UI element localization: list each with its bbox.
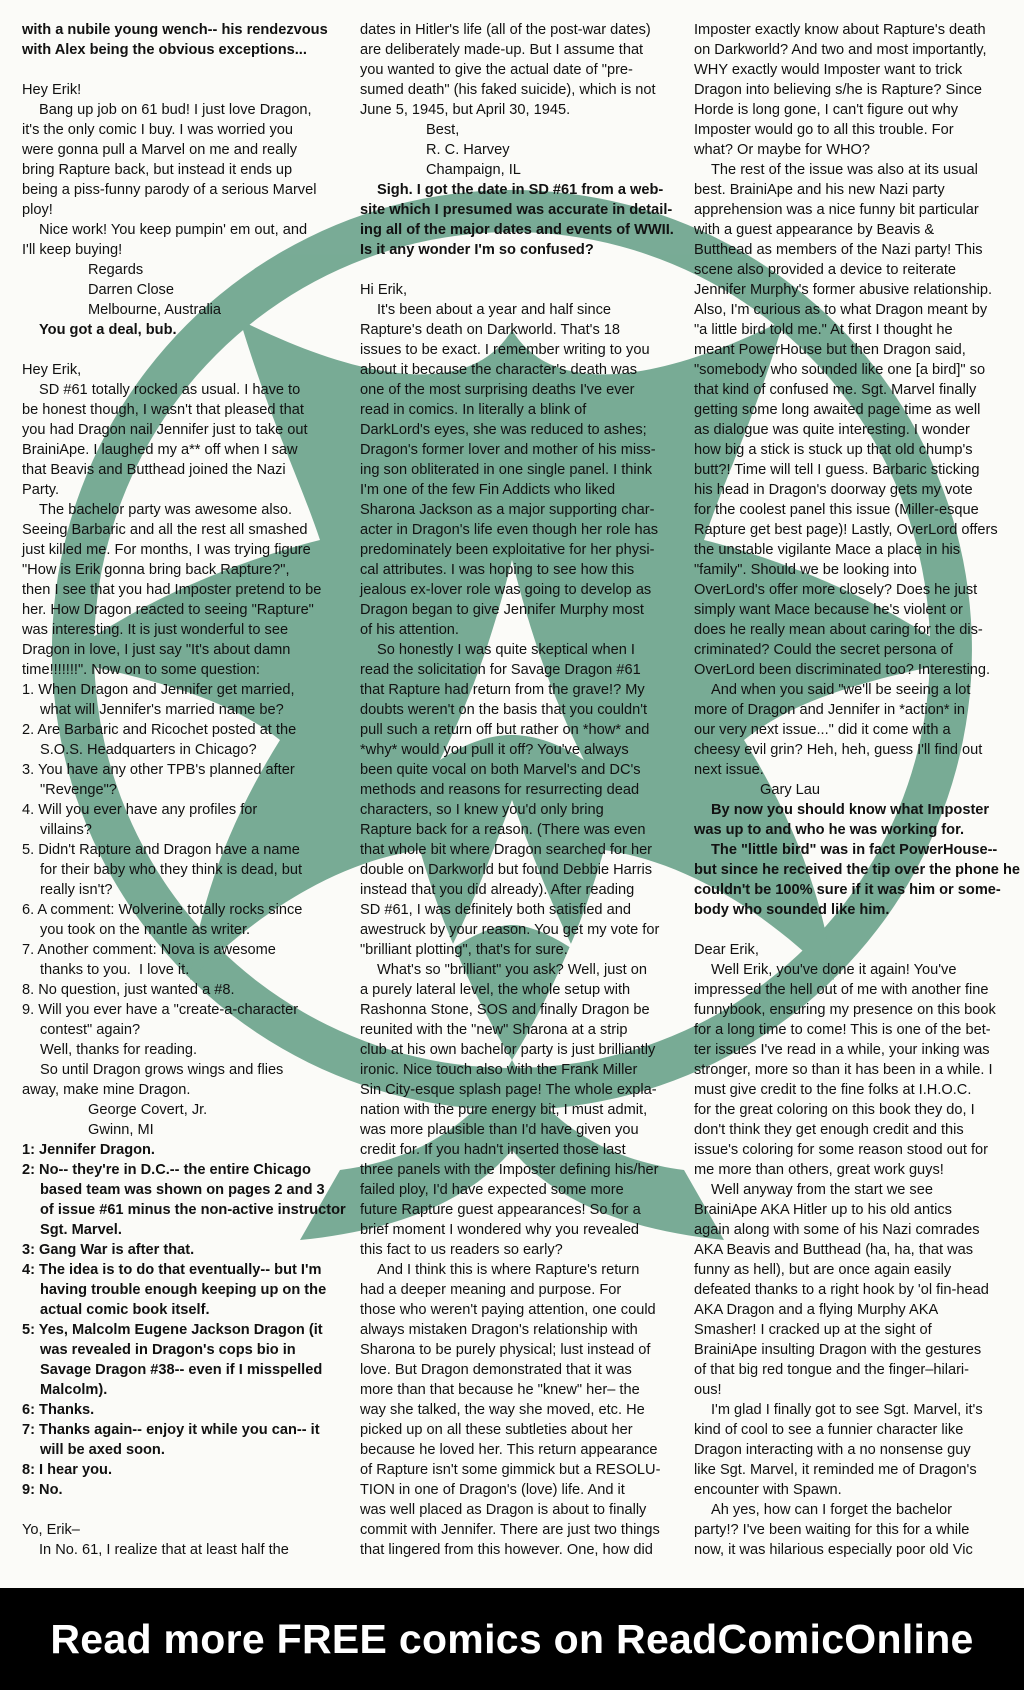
text-line: 6. A comment: Wolverine totally rocks since (22, 902, 303, 918)
text-line: So honestly I was quite skeptical when I (377, 642, 635, 658)
text-line: Dear Erik, (694, 942, 759, 958)
text-line (22, 60, 340, 80)
text-line: be honest though, I wasn't that pleased that (22, 402, 304, 418)
text-line: commit with Jennifer. There are just two things (360, 1522, 660, 1538)
text-line: You got a deal, bub. (39, 322, 177, 338)
text-line: funnybook, ensuring my presence on this book (694, 1002, 996, 1018)
text-line: being a piss-funny parody of a serious Marvel (22, 182, 317, 198)
text-line: nation with the pure energy bit, I must admit, (360, 1102, 648, 1118)
text-line: dates in Hitler's life (all of the post-war dates) (360, 22, 651, 38)
text-line: Sin City-esque splash page! The whole expla- (360, 1082, 657, 1098)
text-line: ing all of the major dates and events of WWII. (360, 222, 674, 238)
text-line: AKA Beavis and Butthead (ha, ha, that was (694, 1242, 974, 1258)
text-line: bring Rapture back, but instead it ends up (22, 162, 293, 178)
text-line: Melbourne, Australia (88, 302, 222, 318)
text-line: now, it was hilarious especially poor old Vic (694, 1542, 973, 1558)
text-line: Sharona Jackson as a major supporting char- (360, 502, 655, 518)
text-line: Smasher! I cracked up at the sight of (694, 1322, 932, 1338)
text-line: June 5, 1945, but April 30, 1945. (360, 102, 571, 118)
text-line: pull such a return off but rather on *how* and (360, 722, 650, 738)
text-line: of that big red tongue and the finger–hilari- (694, 1362, 970, 1378)
text-line: Gwinn, MI (88, 1122, 154, 1138)
text-line: this fact to us readers so early? (360, 1242, 563, 1258)
text-line: contest" again? (40, 1022, 141, 1038)
text-line: with a guest appearance by Beavis & (694, 222, 935, 238)
text-line: characters, so I knew you'd only bring (360, 802, 604, 818)
text-line: of issue #61 minus the non-active instructor (40, 1202, 346, 1218)
text-line: 7. Another comment: Nova is awesome (22, 942, 276, 958)
text-line: was well placed as Dragon is about to finally (360, 1502, 647, 1518)
text-line: was more plausible than I'd have given you (360, 1122, 639, 1138)
text-line: *why* would you pull it off? You've always (360, 742, 629, 758)
text-line: Sigh. I got the date in SD #61 from a web- (377, 182, 664, 198)
text-line: thanks to you. I love it. (40, 962, 190, 978)
text-line: like Sgt. Marvel, it reminded me of Dragon's (694, 1462, 977, 1478)
text-line: stronger, more so than it has been in a while. I (694, 1062, 993, 1078)
letters-column-1 (22, 20, 346, 1560)
text-line: Savage Dragon #38-- even if I misspelled (40, 1362, 323, 1378)
text-line: you took on the mantle as writer. (40, 922, 251, 938)
text-line: Bang up job on 61 bud! I just love Dragon, (39, 102, 312, 118)
text-line: Jennifer Murphy's former abusive relationship. (694, 282, 993, 298)
text-line: apprehension was a nice funny bit particular (694, 202, 979, 218)
text-line: Rapture get best page)! Lastly, OverLord offers (694, 522, 998, 538)
text-line: By now you should know what Imposter (711, 802, 990, 818)
text-line: what? Or maybe for WHO? (694, 142, 870, 158)
text-line: Yo, Erik– (22, 1522, 80, 1538)
text-line: villains? (40, 822, 92, 838)
text-line: failed ploy, I'd have expected some more (360, 1182, 624, 1198)
text-line: was revealed in Dragon's cops bio in (40, 1342, 296, 1358)
text-line: 5: Yes, Malcolm Eugene Jackson Dragon (it (22, 1322, 323, 1338)
text-line: Imposter exactly know about Rapture's death (694, 22, 986, 38)
text-line: couldn't be 100% sure if it was him or some- (694, 882, 1001, 898)
text-line: one of the most surprising deaths I've ever (360, 382, 635, 398)
text-line: acter in Dragon's life even though her role has (360, 522, 659, 538)
text-line: simply want Mace because he's violent or (694, 602, 963, 618)
text-line: of his attention. (360, 622, 459, 638)
text-line: 7: Thanks again-- enjoy it while you can-- it (22, 1422, 320, 1438)
text-line: impressed the hell out of me with another fine (694, 982, 989, 998)
letters-column-3 (694, 20, 1021, 1560)
text-line: "family". Should we be looking into (694, 562, 917, 578)
text-line: club at his own bachelor party is just brilliantly (360, 1042, 656, 1058)
text-line: ironic. Nice touch also with the Frank Miller (360, 1062, 638, 1078)
text-line: way she talked, the way she moved, etc. He (360, 1402, 645, 1418)
text-line: R. C. Harvey (426, 142, 510, 158)
text-line: our very next issue..." did it come with a (694, 722, 951, 738)
text-line: Dragon's former lover and mother of his miss- (360, 442, 656, 458)
text-line: party!? I've been waiting for this for a while (694, 1522, 970, 1538)
text-line: cal attributes. I was hoping to see how this (360, 562, 635, 578)
text-line: "How is Erik gonna bring back Rapture?", (22, 562, 290, 578)
text-line: In No. 61, I realize that at least half the (39, 1542, 289, 1558)
text-line: body who sounded like him. (694, 902, 890, 918)
text-line: time!!!!!!!". Now on to some question: (22, 662, 260, 678)
text-line: future Rapture guest appearances! So for a (360, 1202, 641, 1218)
text-line: for a long time to come! This is one of the bet- (694, 1022, 991, 1038)
text-line: encounter with Spawn. (694, 1482, 842, 1498)
text-line (22, 340, 340, 360)
text-line: based team was shown on pages 2 and 3 (40, 1182, 325, 1198)
text-line: are deliberately made-up. But I assume that (360, 42, 644, 58)
text-line: awestruck by your reason. You get my vote for (360, 922, 660, 938)
text-line: always mistaken Dragon's relationship with (360, 1322, 638, 1338)
text-line: 9: No. (22, 1482, 63, 1498)
text-line: Dragon into believing s/he is Rapture? Since (694, 82, 982, 98)
promo-banner-text[interactable]: Read more FREE comics on ReadComicOnline (50, 1615, 974, 1662)
text-line: defeated thanks to a right hook by 'ol fin-head (694, 1282, 989, 1298)
text-line: brief moment I wondered why you revealed (360, 1222, 640, 1238)
text-line: meant PowerHouse but then Dragon said, (694, 342, 966, 358)
text-line: And when you said "we'll be seeing a lot (711, 682, 971, 698)
text-line: OverLord's offer more closely? Does he just (694, 582, 978, 598)
text-line: Nice work! You keep pumpin' em out, and (39, 222, 308, 238)
text-line: more of Dragon and Jennifer in *action* in (694, 702, 965, 718)
text-line: BrainiApe. I laughed my a** off when I saw (22, 442, 298, 458)
text-line (694, 920, 1012, 940)
text-line: The bachelor party was awesome also. (39, 502, 293, 518)
text-line: S.O.S. Headquarters in Chicago? (40, 742, 257, 758)
text-line: criminated? Could the secret persona of (694, 642, 953, 658)
text-line: 4: The idea is to do that eventually-- but I'm (22, 1262, 322, 1278)
text-line: really isn't? (40, 882, 113, 898)
text-line: that whole bit where Dragon searched for her (360, 842, 653, 858)
text-line: was interesting. It is just wonderful to see (22, 622, 289, 638)
text-line: 5. Didn't Rapture and Dragon have a name (22, 842, 300, 858)
text-line: does he really mean about caring for the dis- (694, 622, 983, 638)
text-line: scene also provided a device to reiterate (694, 262, 957, 278)
text-line: Well, thanks for reading. (40, 1042, 198, 1058)
text-line: Malcolm). (40, 1382, 108, 1398)
text-line: Horde is long gone, I can't figure out why (694, 102, 959, 118)
letters-column-2 (360, 20, 674, 1560)
text-line: of Rapture isn't some gimmick but a RESOLU- (360, 1462, 661, 1478)
text-line: instead that you did already). After reading (360, 882, 635, 898)
text-line: best. BrainiApe and his new Nazi party (694, 182, 945, 198)
text-line: 2. Are Barbaric and Ricochet posted at the (22, 722, 297, 738)
text-line: that lingered from this however. One, how did (360, 1542, 653, 1558)
text-line: Also, I'm curious as to what Dragon meant by (694, 302, 988, 318)
text-line: 1: Jennifer Dragon. (22, 1142, 155, 1158)
text-line: that Beavis and Butthead joined the Nazi (22, 462, 286, 478)
text-line: Well anyway from the start we see (711, 1182, 933, 1198)
text-line: then I see that you had Imposter pretend to be (22, 582, 322, 598)
text-line: Ah yes, how can I forget the bachelor (711, 1502, 952, 1518)
text-line: 9. Will you ever have a "create-a-character (22, 1002, 299, 1018)
text-line: about it because the character's death was (360, 362, 637, 378)
text-line: Hi Erik, (360, 282, 408, 298)
text-line: What's so "brilliant" you ask? Well, just on (377, 962, 647, 978)
text-line: away, make mine Dragon. (22, 1082, 191, 1098)
text-line: reunited with the "new" Sharona at a strip (360, 1022, 628, 1038)
text-line: sumed death" (his faked suicide), which is not (360, 82, 656, 98)
text-line: Butthead as members of the Nazi party! This (694, 242, 983, 258)
text-line: Champaign, IL (426, 162, 521, 178)
text-line: Hey Erik, (22, 362, 82, 378)
text-line: ploy! (22, 202, 53, 218)
text-line: TION in one of Dragon's (love) life. And it (360, 1482, 625, 1498)
text-line: AKA Dragon and a flying Murphy AKA (694, 1302, 939, 1318)
text-line: just killed me. For months, I was trying figure (22, 542, 311, 558)
text-line: was up to and who he was working for. (694, 822, 965, 838)
text-line: Party. (22, 482, 60, 498)
text-line: read the solicitation for Savage Dragon #61 (360, 662, 641, 678)
text-line: her. How Dragon reacted to seeing "Rapture" (22, 602, 314, 618)
text-line: issue's coloring for some reason stood out for (694, 1142, 988, 1158)
text-line: cheesy evil grin? Heh, heh, guess I'll find out (694, 742, 983, 758)
text-line: what will Jennifer's married name be? (40, 702, 284, 718)
text-line: 1. When Dragon and Jennifer get married, (22, 682, 295, 698)
text-line: Gary Lau (760, 782, 821, 798)
text-line: you had Dragon nail Jennifer just to take out (22, 422, 308, 438)
text-line (360, 260, 670, 280)
text-line: 2: No-- they're in D.C.-- the entire Chicago (22, 1162, 311, 1178)
text-line: because he loved her. This return appearance (360, 1442, 658, 1458)
text-line: with a nubile young wench-- his rendezvous (22, 22, 328, 38)
text-line: for the coolest panel this issue (Miller-esque (694, 502, 979, 518)
text-line: ous! (694, 1382, 722, 1398)
text-line: I'm one of the few Fin Addicts who liked (360, 482, 616, 498)
text-line: methods and reasons for resurrecting dead (360, 782, 640, 798)
text-line: but since he received the tip over the phone he (694, 862, 1021, 878)
text-line: doubts weren't on the basis that you couldn't (360, 702, 648, 718)
text-line: were gonna pull a Marvel on me and really (22, 142, 298, 158)
text-line: BrainiApe insulting Dragon with the gestures (694, 1342, 982, 1358)
text-line: Best, (426, 122, 460, 138)
text-line: had a deeper meaning and purpose. For (360, 1282, 622, 1298)
text-line: ter issues I've read in a while, your inking was (694, 1042, 990, 1058)
text-line: Sgt. Marvel. (40, 1222, 122, 1238)
text-line: will be axed soon. (40, 1442, 165, 1458)
text-line: 4. Will you ever have any profiles for (22, 802, 258, 818)
text-line: must give credit to the fine folks at I.H.O.C. (694, 1082, 972, 1098)
text-line: love. But Dragon demonstrated that it was (360, 1362, 632, 1378)
text-line: SD #61, I was definitely both satisfied and (360, 902, 631, 918)
text-line: I'm glad I finally got to see Sgt. Marvel, it's (711, 1402, 983, 1418)
text-line: read in comics. In literally a blink of (360, 402, 587, 418)
text-line: for the great coloring on this book they do, I (694, 1102, 975, 1118)
text-line: credit for. If you hadn't inserted those last (360, 1142, 626, 1158)
text-line: his head in Dragon's doorway gets my vote (694, 482, 973, 498)
text-line: WHY exactly would Imposter want to trick (694, 62, 963, 78)
text-line: "Revenge"? (40, 782, 117, 798)
text-line: 3. You have any other TPB's planned after (22, 762, 295, 778)
text-line: "brilliant plotting", that's for sure. (360, 942, 568, 958)
text-line: Is it any wonder I'm so confused? (360, 242, 594, 258)
text-line: having trouble enough keeping up on the (40, 1282, 327, 1298)
text-line: for their baby who they think is dead, but (40, 862, 303, 878)
text-line: The rest of the issue was also at its usual (711, 162, 978, 178)
text-line: 3: Gang War is after that. (22, 1242, 195, 1258)
text-line: picked up on all these subtleties about her (360, 1422, 633, 1438)
text-line: Regards (88, 262, 144, 278)
text-line: "somebody who sounded like one [a bird]" so (694, 362, 986, 378)
text-line: Darren Close (88, 282, 174, 298)
text-line: a purely lateral level, the whole setup with (360, 982, 631, 998)
text-line: those who weren't paying attention, one could (360, 1302, 656, 1318)
text-line: Dragon began to give Jennifer Murphy most (360, 602, 644, 618)
text-line: George Covert, Jr. (88, 1102, 208, 1118)
text-line: Rapture's death on Darkworld. That's 18 (360, 322, 621, 338)
text-line: 8. No question, just wanted a #8. (22, 982, 235, 998)
text-line: the unstable vigilante Mace a place in his (694, 542, 961, 558)
text-line: Rashonna Stone, SOS and finally Dragon be (360, 1002, 650, 1018)
text-line: So until Dragon grows wings and flies (40, 1062, 284, 1078)
text-line: three panels with the Imposter defining his/her (360, 1162, 659, 1178)
text-line: I'll keep buying! (22, 242, 123, 258)
text-line: Imposter would go to all this trouble. For (694, 122, 954, 138)
text-line: DarkLord's eyes, she was reduced to ashes; (360, 422, 647, 438)
text-line: getting some long awaited page time as well (694, 402, 981, 418)
text-line: BrainiApe AKA Hitler up to his old antics (694, 1202, 952, 1218)
text-line: kind of cool to see a funnier character like (694, 1422, 964, 1438)
text-line: you wanted to give the actual date of "pre- (360, 62, 633, 78)
text-line: don't think they get enough credit and this (694, 1122, 964, 1138)
text-line: Well Erik, you've done it again! You've (711, 962, 957, 978)
text-line: funny as hell), but are once again easily (694, 1262, 952, 1278)
text-line: that Rapture had return from the grave!? My (360, 682, 645, 698)
text-line: 6: Thanks. (22, 1402, 95, 1418)
text-line: been quite vocal on both Marvel's and DC's (360, 762, 641, 778)
text-line: double on Darkworld but found Debbie Harris (360, 862, 653, 878)
text-line: on Darkworld? And two and most importantly, (694, 42, 987, 58)
text-line: OverLord been discriminated too? Interesting. (694, 662, 991, 678)
text-line: how big a stick is stuck up that old chump's (694, 442, 973, 458)
text-line: Dragon interacting with a no nonsense guy (694, 1442, 971, 1458)
text-line: SD #61 totally rocked as usual. I have to (39, 382, 301, 398)
text-line: And I think this is where Rapture's return (377, 1262, 640, 1278)
text-line: site which I presumed was accurate in detail- (360, 202, 673, 218)
promo-banner[interactable] (0, 1588, 1024, 1690)
text-line: ing son obliterated in one single panel. I think (360, 462, 653, 478)
text-line: it's the only comic I buy. I was worried you (22, 122, 293, 138)
text-line: Hey Erik! (22, 82, 82, 98)
text-line: more than that because he "knew" her– the (360, 1382, 640, 1398)
text-line: It's been about a year and half since (377, 302, 612, 318)
text-line: Sharona to be purely physical; lust instead of (360, 1342, 651, 1358)
text-line: me more than others, great work guys! (694, 1162, 944, 1178)
text-line: with Alex being the obvious exceptions... (22, 42, 307, 58)
text-line: butt?! Time will tell I guess. Barbaric sticking (694, 462, 980, 478)
text-line: jealous ex-lover role was going to develop as (360, 582, 652, 598)
text-line: 8: I hear you. (22, 1462, 113, 1478)
text-line: "a little bird told me." At first I thought he (694, 322, 953, 338)
text-line: that kind of confused me. Sgt. Marvel finally (694, 382, 977, 398)
text-line: Dragon in love, I just say "It's about damn (22, 642, 291, 658)
text-line: as dialogue was quite interesting. I wonder (694, 422, 970, 438)
text-line: again along with some of his Nazi comrades (694, 1222, 980, 1238)
text-line: actual comic book itself. (40, 1302, 210, 1318)
text-line: Rapture back for a reason. (There was even (360, 822, 646, 838)
text-line (22, 1500, 340, 1520)
text-line: Seeing Barbaric and all the rest all smashed (22, 522, 308, 538)
text-line: predominately been exploitative for her physi- (360, 542, 655, 558)
text-line: The "little bird" was in fact PowerHouse-- (711, 842, 998, 858)
text-line: next issue. (694, 762, 764, 778)
text-line: issues to be exact. I remember writing to you (360, 342, 650, 358)
